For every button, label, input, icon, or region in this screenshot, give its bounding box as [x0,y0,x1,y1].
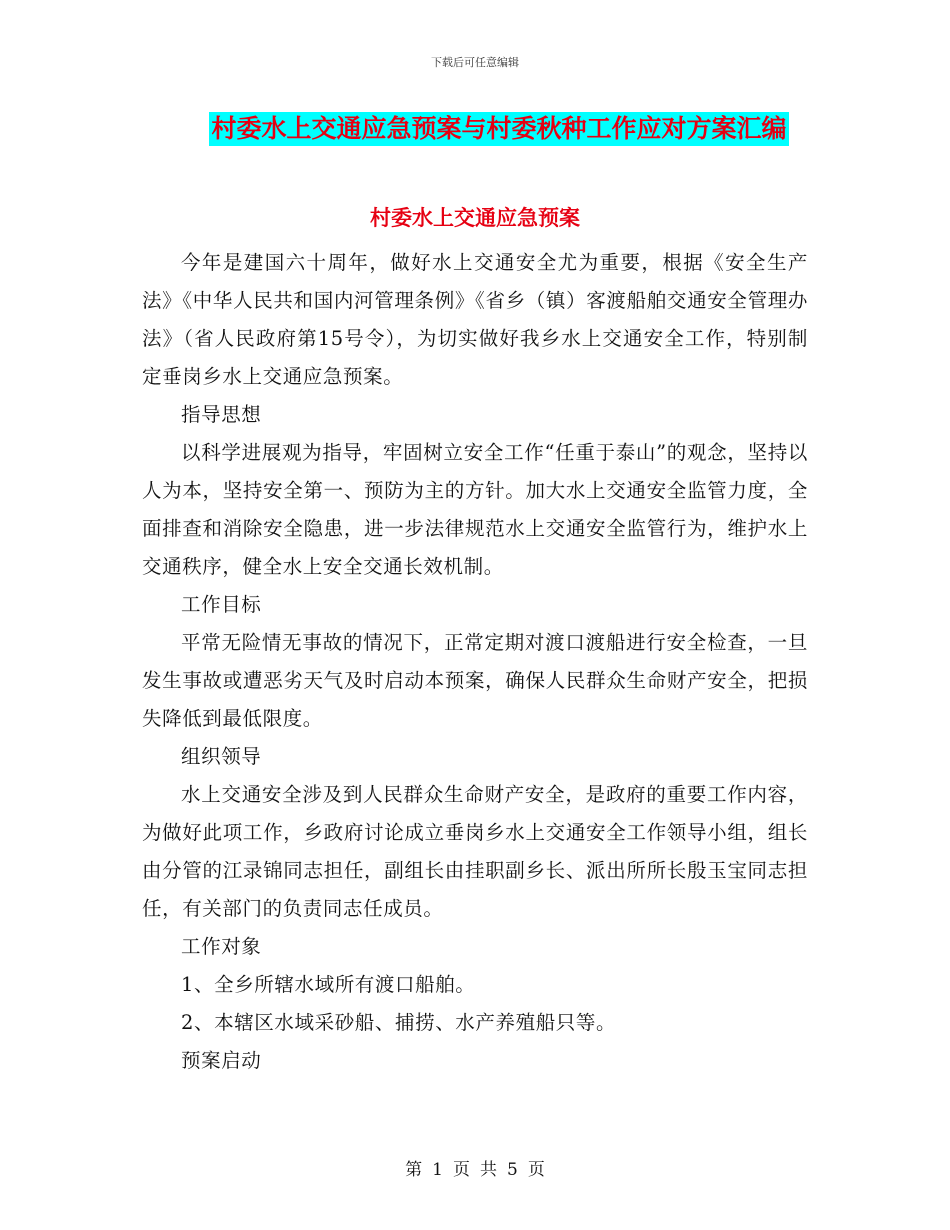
footer-mid: 页 [453,1160,470,1180]
heading-organization: 组织领导 [181,745,262,768]
footer-suffix: 页 [527,1160,545,1180]
footer-page-number: 1 [432,1160,443,1180]
paragraph-intro: 今年是建国六十周年，做好水上交通安全尤为重要，根据《安全生产法》《中华人民共和国内河管理条例》《省乡（镇）客渡船舶交通安全管理办法》（省人民政府第15号令），为切实做好我乡水上交通安全工作，特别制定垂岗乡水上交通应急预案。 [142,251,808,388]
heading-work-goals: 工作目标 [181,593,262,616]
heading-plan-activation: 预案启动 [181,1049,262,1072]
list-item-1: 1、全乡所辖水域所有渡口船舶。 [181,973,476,996]
main-title: 村委水上交通应急预案与村委秋种工作应对方案汇编 [209,112,788,146]
footer-prefix: 第 [405,1160,423,1180]
paragraph-guiding-ideology: 以科学进展观为指导，牢固树立安全工作“任重于泰山”的观念，坚持以人为本，坚持安全第一、预防为主的方针。加大水上交通安全监管力度，全面排查和消除安全隐患，进一步法律规范水上交通安全监管行为，维护水上交通秩序，健全水上安全交通长效机制。 [142,441,808,578]
main-title-container [0,112,950,146]
section-title: 村委水上交通应急预案 [370,206,580,230]
heading-work-targets: 工作对象 [181,935,262,958]
paragraph-work-goals: 平常无险情无事故的情况下，正常定期对渡口渡船进行安全检查，一旦发生事故或遭恶劣天气及时启动本预案，确保人民群众生命财产安全，把损失降低到最低限度。 [142,631,808,730]
header-note: 下载后可任意编辑 [431,56,519,69]
paragraph-organization: 水上交通安全涉及到人民群众生命财产安全，是政府的重要工作内容，为做好此项工作，乡政府讨论成立垂岗乡水上交通安全工作领导小组，组长由分管的江录锦同志担任，副组长由挂职副乡长、派出所所长殷玉宝同志担任，有关部门的负责同志任成员。 [142,783,808,920]
footer-total-pages: 5 [507,1160,518,1180]
document-body [142,244,808,1080]
page-footer [0,1155,950,1180]
list-item-2: 2、本辖区水域采砂船、捕捞、水产养殖船只等。 [181,1011,617,1034]
heading-guiding-ideology: 指导思想 [181,403,262,426]
footer-total-prefix: 共 [480,1160,497,1180]
